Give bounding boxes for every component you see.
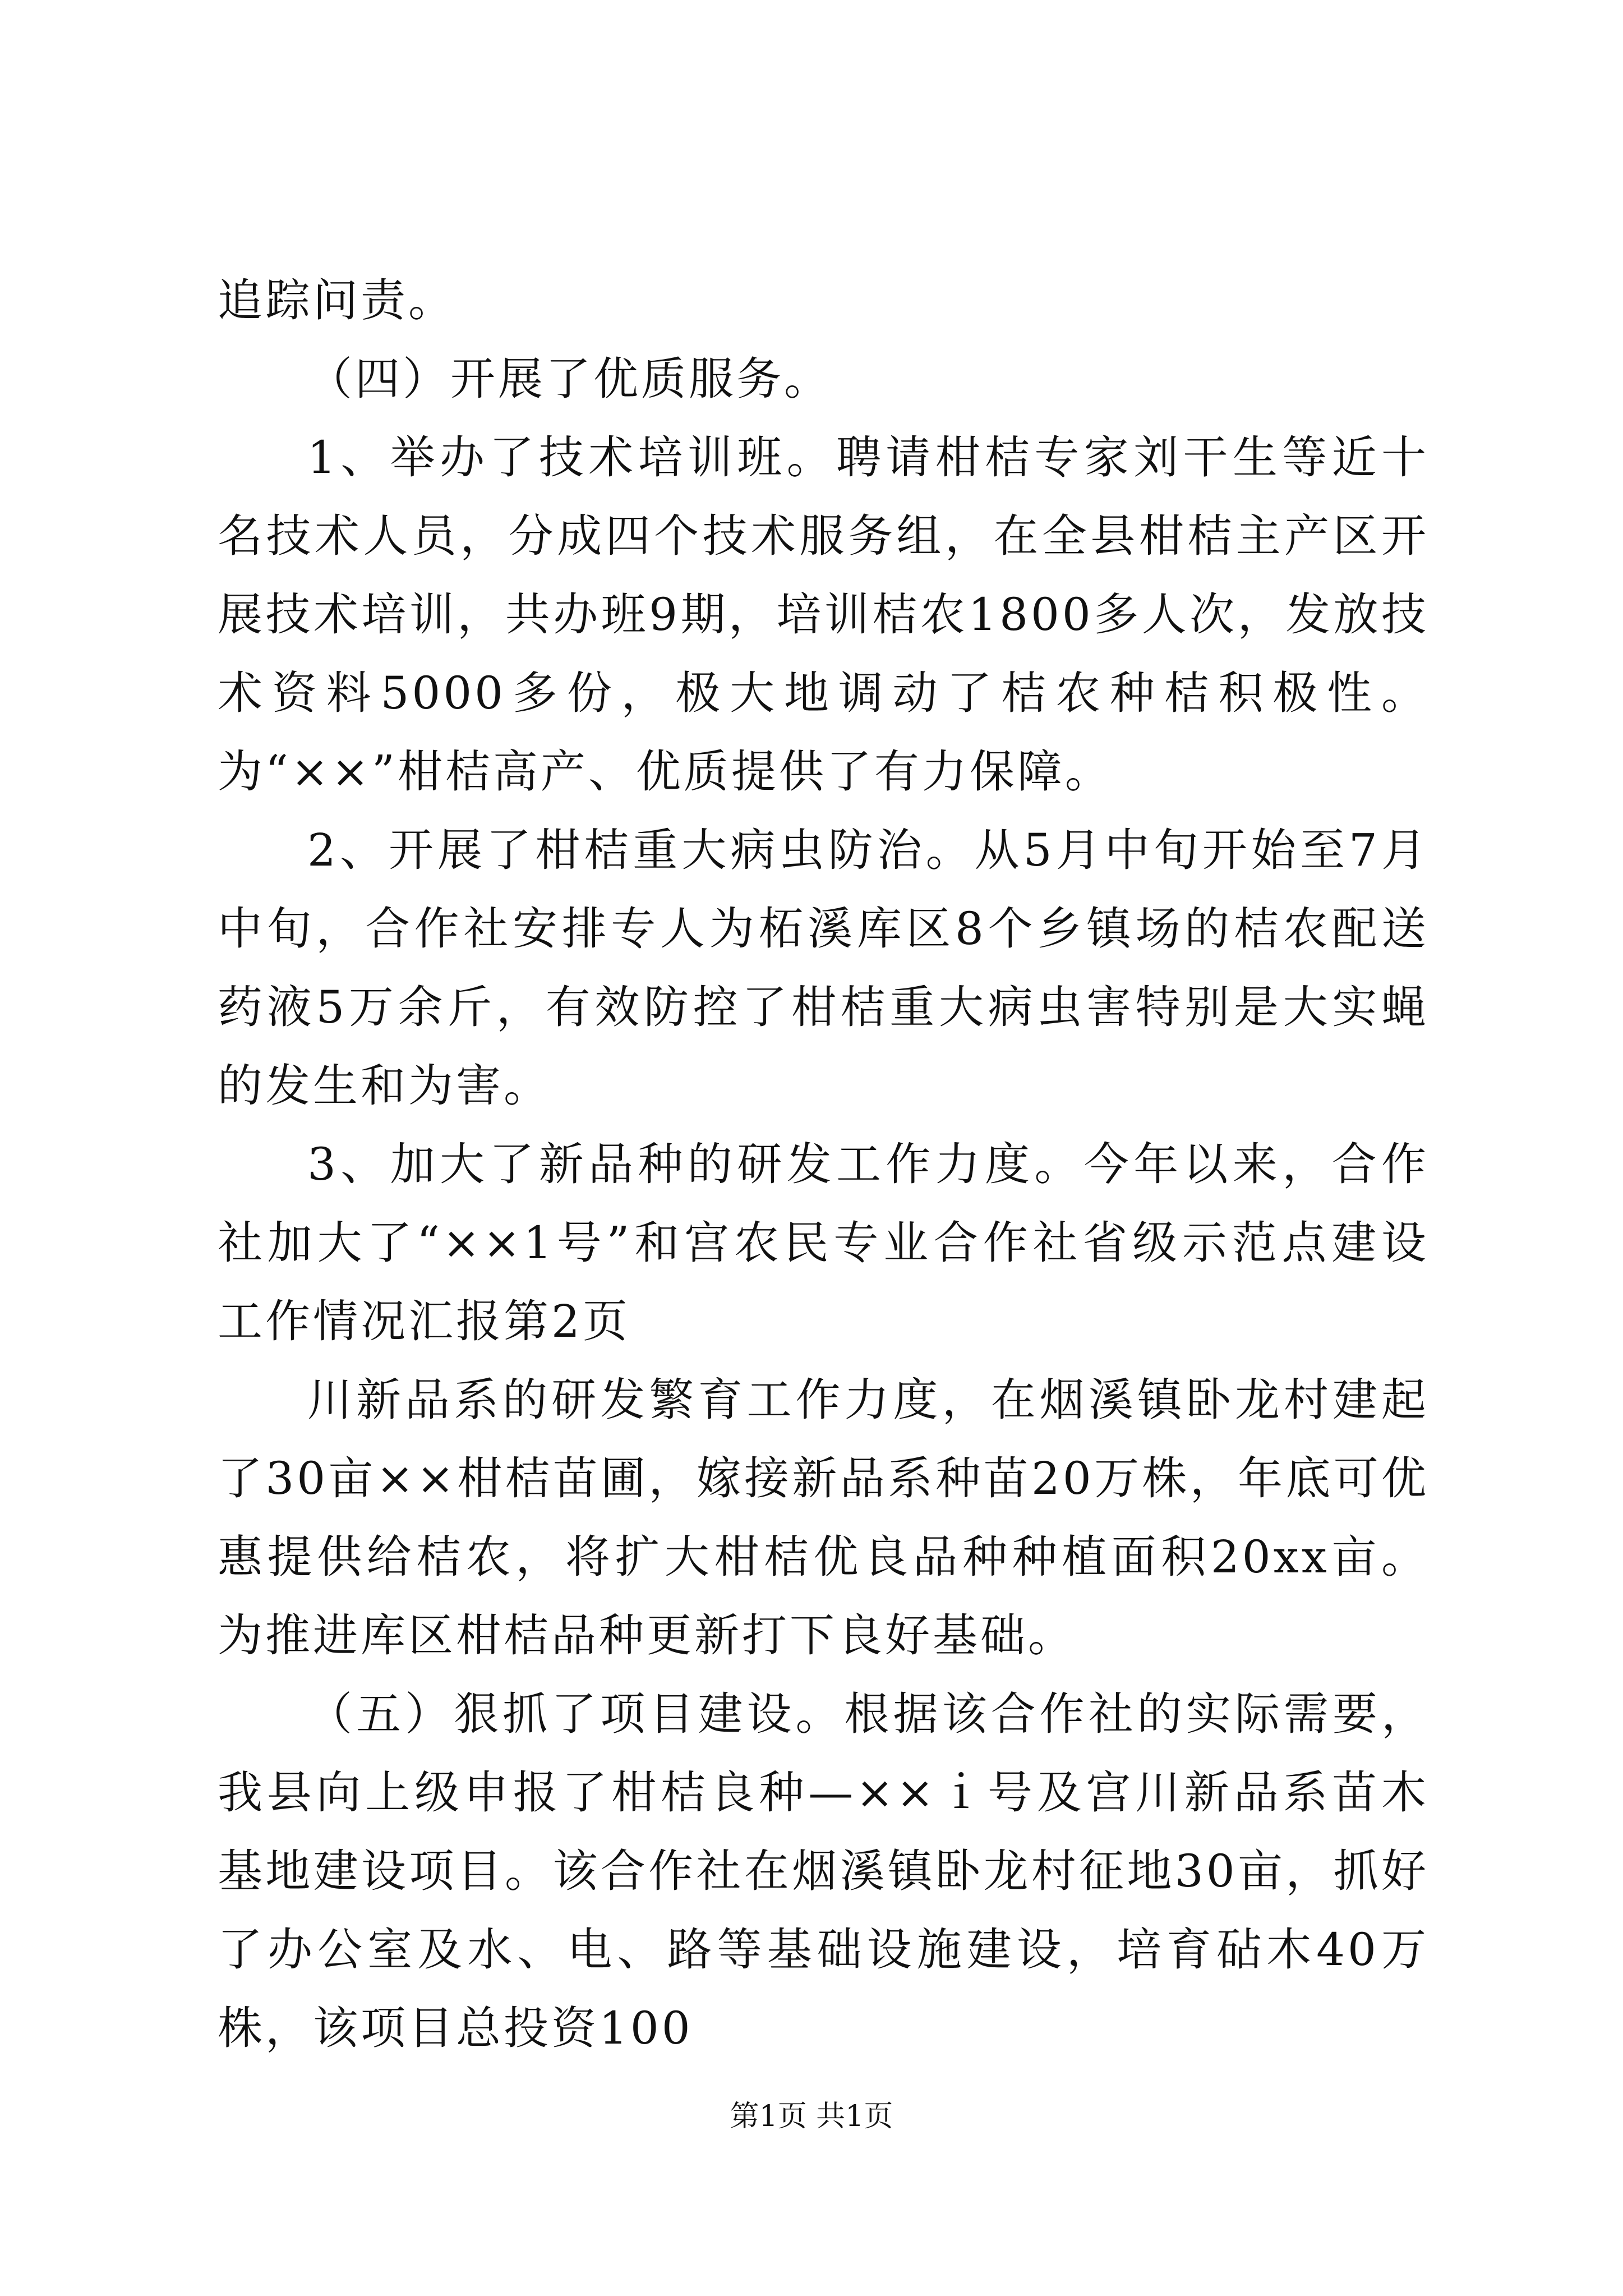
paragraph-continuation: 追踪问责。 <box>218 274 456 326</box>
paragraph-training: 1、举办了技术培训班。聘请柑桔专家刘干生等近十名技术人员，分成四个技术服务组，在全县柑桔主产区开展技术培训，共办班9期，培训桔农1800多人次，发放技术资料5000多份，极大地调动了桔农种桔积极性。为“××”柑桔高产、优质提供了有力保障。 <box>218 431 1429 798</box>
section-heading-4: （四）开展了优质服务。 <box>307 353 832 405</box>
paragraph-nursery: 川新品系的研发繁育工作力度，在烟溪镇卧龙村建起了30亩××柑桔苗圃，嫁接新品系种苗20万株，年底可优惠提供给桔农，将扩大柑桔优良品种种植面积20xx亩。为推进库区柑桔品种更新打下良好基础。 <box>218 1374 1429 1662</box>
document-body <box>218 261 1429 2068</box>
section-heading-5-project: （五）狠抓了项目建设。根据该合作社的实际需要，我县向上级申报了柑桔良种—××ｉ号及宫川新品系苗木基地建设项目。该合作社在烟溪镇卧龙村征地30亩，抓好了办公室及水、电、路等基础设施建设，培育砧木40万株，该项目总投资100 <box>218 1688 1429 2054</box>
paragraph-pest-control: 2、开展了柑桔重大病虫防治。从5月中旬开始至7月中旬，合作社安排专人为柘溪库区8个乡镇场的桔农配送药液5万余斤，有效防控了柑桔重大病虫害特别是大实蝇的发生和为害。 <box>218 824 1429 1112</box>
paragraph-new-varieties: 3、加大了新品种的研发工作力度。今年以来，合作社加大了“××1号”和宫农民专业合作社省级示范点建设工作情况汇报第2页 <box>218 1138 1429 1347</box>
page-number-footer: 第1页 共1页 <box>730 2100 893 2133</box>
